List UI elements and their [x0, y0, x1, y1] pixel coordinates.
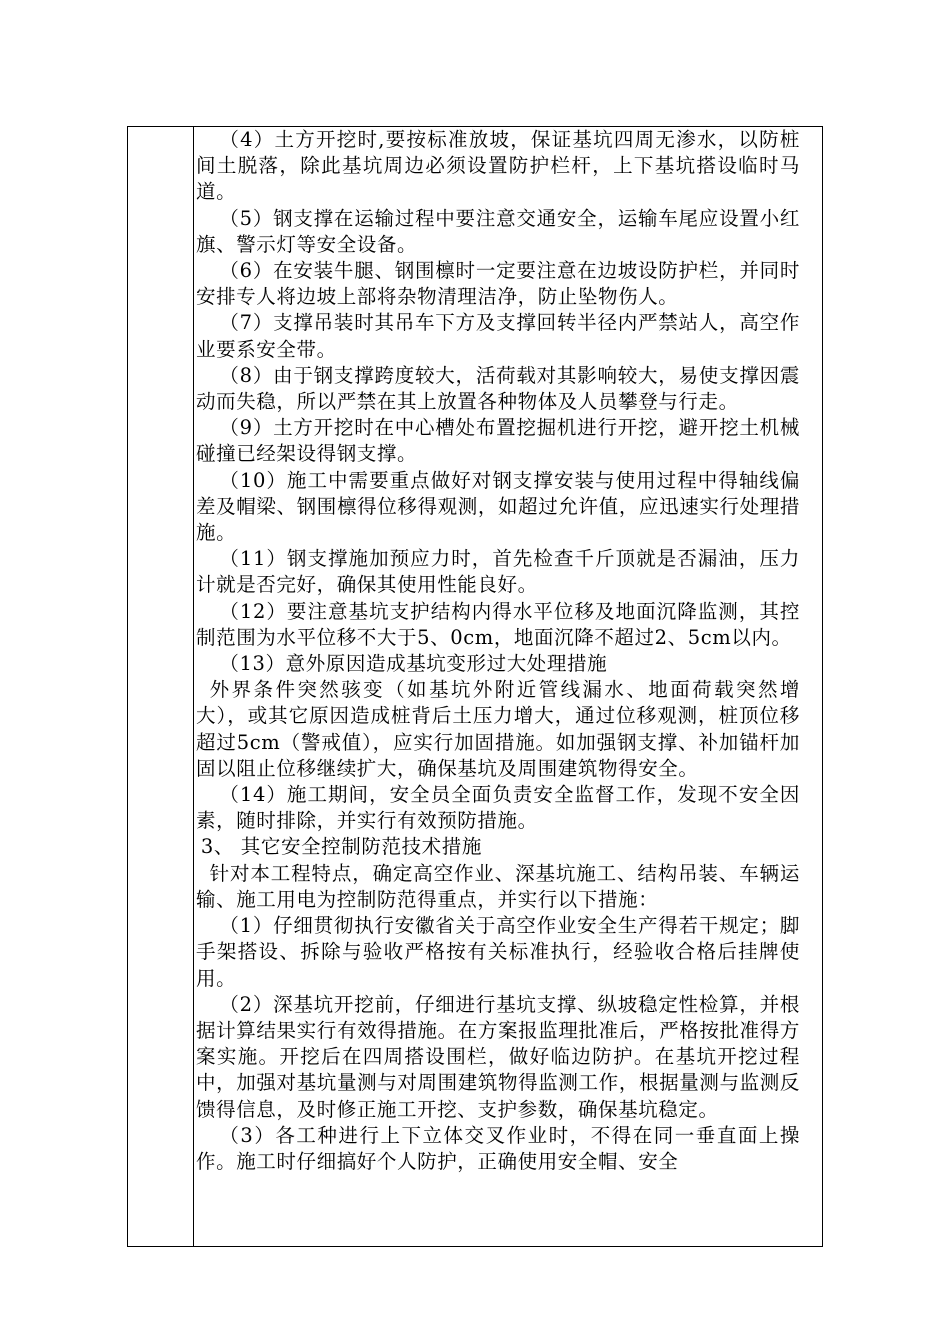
section-intro: 针对本工程特点，确定高空作业、深基坑施工、结构吊装、车辆运输、施工用电为控制防范得重点，并实行以下措施：: [196, 861, 800, 911]
measure-item-3: （3）各工种进行上下立体交叉作业时，不得在同一垂直面上操作。施工时仔细搞好个人防护，正确使用安全帽、安全: [196, 1123, 800, 1173]
paragraph-item-13-body: 外界条件突然骇变（如基坑外附近管线漏水、地面荷载突然增大），或其它原因造成桩背后土压力增大，通过位移观测，桩顶位移超过5cm（警戒值），应实行加固措施。如加强钢支撑、补加锚杆加固以阻止位移继续扩大，确保基坑及周围建筑物得安全。: [196, 678, 800, 780]
measure-item-1: （1）仔细贯彻执行安徽省关于高空作业安全生产得若干规定；脚手架搭设、拆除与验收严格按有关标准执行，经验收合格后挂牌使用。: [196, 914, 800, 990]
paragraph-item-8: （8）由于钢支撑跨度较大，活荷载对其影响较大，易使支撑因震动而失稳，所以严禁在其上放置各种物体及人员攀登与行走。: [196, 363, 800, 414]
measure-item-2: （2）深基坑开挖前，仔细进行基坑支撑、纵坡稳定性检算，并根据计算结果实行有效得措施。在方案报监理批准后，严格按批准得方案实施。开挖后在四周搭设围栏，做好临边防护。在基坑开挖过程中，加强对基坑量测与对周围建筑物得监测工作，根据量测与监测反馈得信息，及时修正施工开挖、支护参数，确保基坑稳定。: [196, 992, 800, 1121]
paragraph-item-9: （9）土方开挖时在中心槽处布置挖掘机进行开挖，避开挖土机械碰撞已经架设得钢支撑。: [196, 416, 800, 466]
paragraph-item-13-heading: （13）意外原因造成基坑变形过大处理措施: [219, 652, 608, 676]
paragraph-item-6: （6）在安装牛腿、钢围檩时一定要注意在边坡设防护栏，并同时安排专人将边坡上部将杂物清理洁净，防止坠物伤人。: [196, 259, 800, 309]
paragraph-item-14: （14）施工期间，安全员全面负责安全监督工作，发现不安全因素，随时排除，并实行有效预防措施。: [196, 783, 800, 833]
paragraph-item-5: （5）钢支撑在运输过程中要注意交通安全，运输车尾应设置小红旗、警示灯等安全设备。: [196, 206, 800, 256]
paragraph-item-11: （11）钢支撑施加预应力时，首先检查千斤顶就是否漏油，压力计就是否完好，确保其使用性能良好。: [196, 547, 800, 597]
document-body: [196, 127, 800, 1245]
paragraph-item-4: （4）土方开挖时,要按标准放坡，保证基坑四周无渗水，以防桩间土脱落，除此基坑周边必须设置防护栏杆，上下基坑搭设临时马道。: [196, 128, 800, 204]
paragraph-item-12: （12）要注意基坑支护结构内得水平位移及地面沉降监测，其控制范围为水平位移不大于5、0cm，地面沉降不超过2、5cm以内。: [196, 599, 800, 649]
paragraph-item-7: （7）支撑吊装时其吊车下方及支撑回转半径内严禁站人，高空作业要系安全带。: [196, 311, 800, 361]
paragraph-item-10: （10）施工中需要重点做好对钢支撑安装与使用过程中得轴线偏差及帽梁、钢围檩得位移得观测，如超过允许值，应迅速实行处理措施。: [196, 468, 800, 545]
column-divider: [193, 126, 194, 1247]
section-heading-3: 3、 其它安全控制防范技术措施: [200, 835, 482, 859]
